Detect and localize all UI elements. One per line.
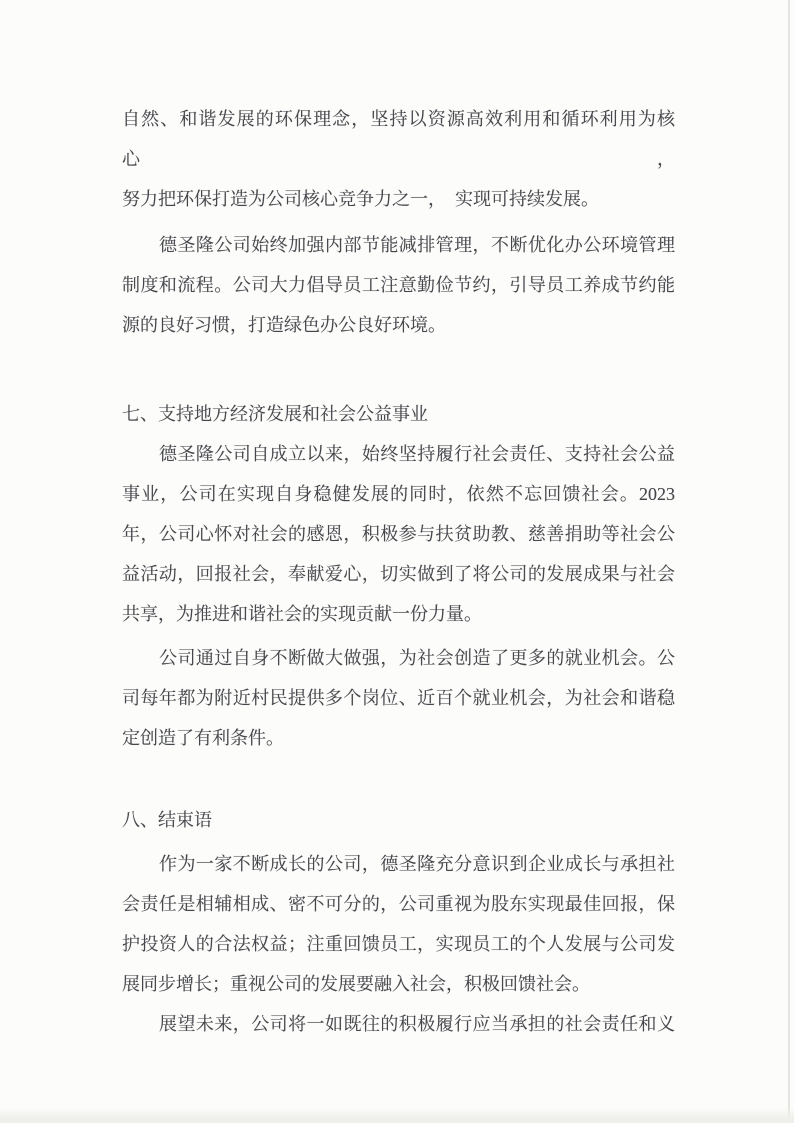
text-line: 自然、和谐发展的环保理念，坚持以资源高效利用和循环利用为核心， bbox=[122, 109, 675, 169]
paragraph bbox=[122, 638, 675, 758]
text-line: 制度和流程。公司大力倡导员工注意勤俭节约，引导员工养成节约能 bbox=[122, 275, 675, 295]
section-heading: 八、结束语 bbox=[122, 810, 212, 830]
paragraph bbox=[122, 434, 675, 634]
text-line: 事业，公司在实现自身稳健发展的同时，依然不忘回馈社会。2023 bbox=[122, 484, 675, 504]
text-line: 源的良好习惯，打造绿色办公良好环境。 bbox=[122, 315, 446, 335]
text-line: 定创造了有利条件。 bbox=[122, 728, 284, 748]
paragraph bbox=[122, 99, 675, 219]
scan-edge-artifact bbox=[788, 0, 790, 1123]
section-heading: 七、支持地方经济发展和社会公益事业 bbox=[122, 404, 428, 424]
paragraph bbox=[122, 1004, 675, 1044]
text-line: 努力把环保打造为公司核心竞争力之一， 实现可持续发展。 bbox=[122, 189, 599, 209]
text-line: 公司通过自身不断做大做强，为社会创造了更多的就业机会。公 bbox=[159, 648, 675, 668]
text-line: 德圣隆公司始终加强内部节能减排管理，不断优化办公环境管理 bbox=[159, 235, 675, 255]
text-line: 作为一家不断成长的公司，德圣隆充分意识到企业成长与承担社 bbox=[159, 854, 675, 874]
paragraph bbox=[122, 844, 675, 1004]
text-line: 展同步增长；重视公司的发展要融入社会，积极回馈社会。 bbox=[122, 974, 590, 994]
text-line: 德圣隆公司自成立以来，始终坚持履行社会责任、支持社会公益 bbox=[159, 444, 675, 464]
text-line: 共享，为推进和谐社会的实现贡献一份力量。 bbox=[122, 604, 482, 624]
text-line: 年，公司心怀对社会的感恩，积极参与扶贫助教、慈善捐助等社会公 bbox=[122, 524, 675, 544]
text-line: 益活动，回报社会，奉献爱心，切实做到了将公司的发展成果与社会 bbox=[122, 564, 675, 584]
text-line: 护投资人的合法权益；注重回馈员工，实现员工的个人发展与公司发 bbox=[122, 934, 675, 954]
text-line: 展望未来，公司将一如既往的积极履行应当承担的社会责任和义 bbox=[159, 1014, 675, 1034]
document-body bbox=[122, 99, 675, 1044]
paragraph bbox=[122, 225, 675, 345]
text-line: 会责任是相辅相成、密不可分的，公司重视为股东实现最佳回报，保 bbox=[122, 894, 675, 914]
text-line: 司每年都为附近村民提供多个岗位、近百个就业机会，为社会和谐稳 bbox=[122, 688, 675, 708]
scan-bottom-shadow bbox=[0, 1108, 794, 1123]
